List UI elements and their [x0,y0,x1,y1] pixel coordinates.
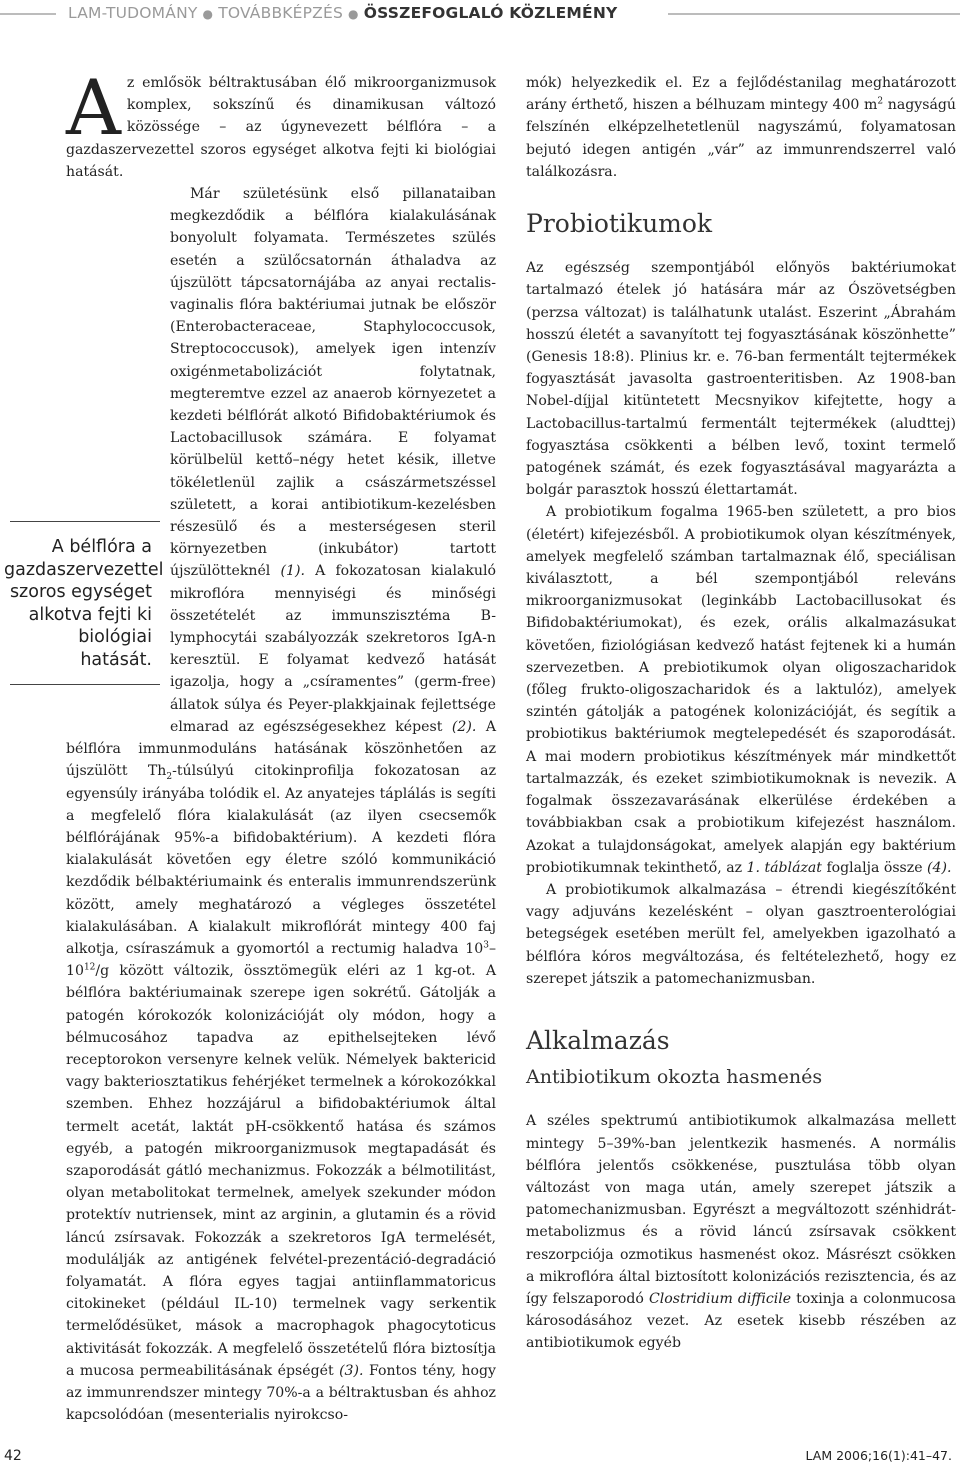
header-rule-right [668,13,960,15]
body-text: A bélflóra immunmoduláns hatásának köszönhetően az újszülött Th [66,718,496,780]
body-paragraph: A probiotikumok alkalmazása – étrendi kiegészítőként vagy adjuváns kezelésként – olyan gasztroenterológiai betegségek esetében merült fel, amelyekben igazolható a bélflóra kóros megváltozása, és feltételezhető, hogy ez szerepet játszik a patomechanizmusban. [526,881,956,987]
superscript: 2 [877,96,884,107]
header-text [68,4,617,22]
page-header [0,0,960,30]
body-text: toxinja a colonmucosa károsodásához vezet. Az esetek kisebb részében az antibiotikumok egyéb [526,1290,957,1352]
body-paragraph [526,501,956,878]
header-bullet: ● [202,7,214,21]
header-bullet: ● [348,7,359,21]
intro-paragraph [66,63,496,183]
subscript: 2 [166,772,173,783]
header-rule-left [0,13,56,15]
reference: (1). [280,563,305,580]
section-heading-alkalmazas: Alkalmazás [526,1025,670,1055]
column-left [66,63,496,1426]
pullquote-rule-bottom [10,684,160,685]
pullquote-rule-top [10,521,160,522]
reference: (3). [339,1362,364,1379]
body-paragraph [526,1110,956,1354]
header-section-osszefoglalo: ÖSSZEFOGLALÓ KÖZLEMÉNY [363,4,618,22]
reference: (2). [451,718,477,735]
body-text: A széles spektrumú antibiotikumok alkalmazása mellett mintegy 5–39%-ban jelentkezik hasmenés. A normális bélflóra jelentős csökkenése, pusztulása több olyan változást von maga után, amely szerepet játszik a patomechanizmusban. Egyrészt a megváltozott szénhidrát-metabolizmus és a rövid láncú zsírsavak csökkent reszorpciója ozmotikus hasmenést okoz. Másrészt csökken a mikroflóra által biztosított kolonizációs rezisztencia, és az így felszaporodó [526,1113,956,1307]
body-text: –10 [66,940,496,980]
superscript: 3 [483,940,489,951]
body-text: foglalja össze [821,859,928,876]
journal-citation: LAM 2006;16(1):41–47. [805,1448,952,1463]
column-right [526,72,956,1355]
body-paragraph: Az egészség szempontjából előnyös baktériumokat tartalmazó ételek jó hatására már az Ószövetségben (perzsa változat) is találhatunk utalást. Eszerint „Ábrahám hosszú életét a savanyított tej fogyasztásának köszönhette” (Genesis 18:8). Plinius kr. e. 76-ban fermentált tejtermékek fogyasztását javasolta gastroenteritisben. Az 1908-ban Nobel-díjjal kitüntetett Mecsnyikov kifejtette, hogy a Lactobacillus-tartalmú fermentált tejtermékek (aludttej) fogyasztása csökkenti a bélben levő, toxint termelő patogének számát, és ezek fogyasztásával magyarázta a bolgár parasztok hosszú élettartamát. [526,260,956,499]
pullquote-text: A bélflóra a gazdaszervezettel szoros egységet alkotva fejti ki biológiai hatását. [4,537,164,670]
drop-cap: A [66,63,121,152]
header-section-lam-tudomany: LAM-TUDOMÁNY [68,4,198,22]
body-text: Fontos tény, hogy az immunrendszer mintegy 70%-a a béltraktusban és ahhoz kapcsolódóan (mesenterialis nyirokcso- [66,1362,496,1424]
page-number: 42 [4,1448,22,1464]
body-text: A probiotikum fogalma 1965-ben született, a pro bios (életért) kifejezésből. A probiotikumok olyan készítmények, amelyek megfelelő számban tartalmaznak élő, speciálisan kiválasztott, a bél szempontjából releváns mikroorganizmusokat (leginkább Lactobacillusokat és Bifidobaktériumokat), és ezek, orális alkalmazásukat követően, fiziológiásan kedvező hatást fejtenek ki a humán szervezetben. A prebiotikumok olyan oligoszacharidok (főleg frukto-oligoszacharidok és a laktulóz), amelyek szintén gátolják a patogének kolonizációját, és segítik a probiotikus baktériumok megtelepedését és szaporodását. A mai modern probiotikus készítmények már mindkettőt tartalmazzák, és ezeket szimbiotikumoknak is nevezik. A fogalmak összezavarásának elkerülése érdekében a továbbiakban csak a probiotikum kifejezést használom. Azokat a tulajdonságokat, amelyek alapján egy baktérium probiotikumnak tekinthető, az [526,504,956,876]
body-paragraph-2 [66,183,496,1426]
continued-paragraph [526,72,956,183]
header-section-tovabbkepzes: TOVÁBBKÉPZÉS [218,4,344,22]
body-text: mók) helyezkedik el. Ez a fejlődéstanilag meghatározott arány érthető, hiszen a bélhuzam mintegy 400 m [526,75,956,114]
body-text: Már születésünk első pillanataiban megkezdődik a bélflóra kialakulásának bonyolult folyamata. Természetes szülés esetén a szülőcsatornán áthaladva az újszülött tápcsatornájába az anyai rectalis-vaginalis flóra baktériumai jutnak be először (Enterobacteraceae, Staphylococcusok, Streptococcusok), amelyek igen intenzív oxigénmetabolizációt folytatnak, megteremtve ezzel az anaerob környezetet a kezdeti bélflórát alkotó Bifidobaktériumok és Lactobacillusok számára. E folyamat körülbelül kettő–négy hetet késik, illetve tökéletlenül zajlik a császármetszéssel született, a korai antibiotikum-kezelésben részesülő és a mesterségesen steril környezetben (inkubátor) tartott újszülötteknél [170,186,496,580]
table-reference: 1. táblázat [746,859,822,876]
body-text: A fokozatosan kialakuló mikroflóra mennyiségi és minőségi összetételét az immunszisztéma B-lymphocytái szabályozzák szekretoros IgA-n keresztül. E folyamat kedvező hatását igazolja, hogy a „csíramentes” (germ-free) állatok súlya és Peyer-plakkjainak fejlettsége elmarad az egészségesekhez képest [170,563,496,735]
body-text: nagyságú felszínén elképzelhetetlenül nagyszámú, folyamatosan bejutó idegen antigén „vár” az immunrendszerrel való találkozásra. [526,97,956,180]
section-heading-probiotikumok: Probiotikumok [526,209,713,239]
species-name: Clostridium difficile [648,1290,792,1307]
body-text: /g között változik, össztömegük eléri az 1 kg-ot. A bélflóra baktériumainak szerepe igen sokrétű. Gátolják a patogén kórokozók kolonizációját oly módon, hogy a bélmucosához tapadva az epithelsejteken lévő receptorokon versenyre kelnek velük. Némelyek baktericid vagy bakteriosztatikus fehérjéket termelnek a kórokozókkal szemben. Ehhez hozzájárul a bifidobaktériumok által termelt acetát, laktát pH-csökkentő hatása és számos egyéb, a patogén mikroorganizmusok megtapadását és szaporodását gátló mechanizmus. Fokozzák a bélmotilitást, olyan metabolitokat termelnek, amelyek szekunder módon protektív nutriensek, mint az arginin, a glutamin és a rövid láncú zsírsavak. Fokozzák a szekretoros IgA termelését, modulálják az antigének felvétel-prezentáció-degradáció folyamatát. A flóra egyes tagjai antiinflammatoricus citokineket (például IL-10) termelnek vagy serkentik termelődésüket, mások a macrophagok phagocytoticus aktivitását fokozzák. A megfelelő összetételű flóra biztosítja a mucosa permeabilitásának épségét [66,963,496,1379]
pullquote [4,521,164,685]
body-text: -túlsúlyú citokinprofilja fokozatosan az egyensúly irányába tolódik el. Az anyatejes táplálás is segíti a megfelelő flóra kialakulását (az ilyen csecsemők bélflórájának 95%-a bifidobaktérium). A kezdeti flóra kialakulását követően egy életre szóló kommunikáció kezdődik bélbaktériumaink és enteralis immunrendszerünk között, amely meghatározó a végleges összetétel kialakulásában. A kialakult mikroflórát mintegy 400 faj alkotja, csíraszámuk a gyomortól a rectumig haladva 10 [66,763,496,957]
superscript: 12 [83,962,96,973]
subsection-heading-antibiotikum: Antibiotikum okozta hasmenés [526,1066,823,1089]
reference: (4). [927,859,952,876]
intro-text: z emlősök béltraktusában élő mikroorganizmusok komplex, sokszínű és dinamikusan változó közössége – az úgynevezett bélflóra – a gazdaszervezettel szoros egységet alkotva fejti ki biológiai hatását. [66,75,496,180]
